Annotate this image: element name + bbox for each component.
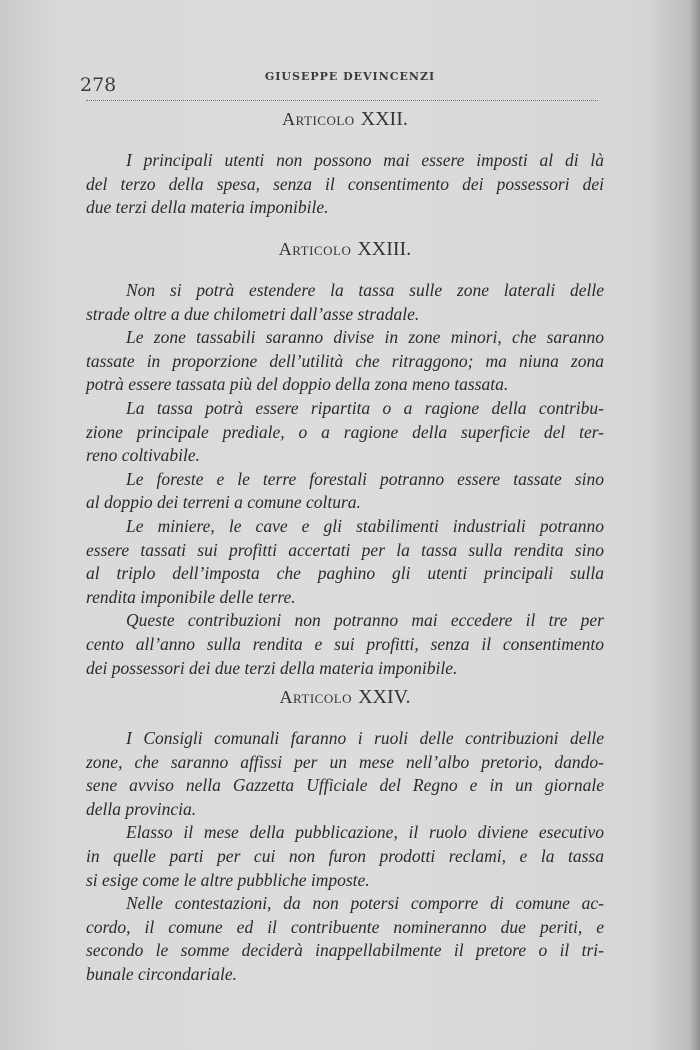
article-heading-numeral: XXIII. [357,238,412,260]
text-line: si esige come le altre pubbliche imposte. [86,869,370,890]
text-line: Non si potrà estendere la tassa sulle zone laterali delle [126,280,604,300]
text-line: zione principale prediale, o a ragione della superficie del ter- [86,421,604,442]
text-line: Le foreste e le terre forestali potranno essere tassate sino [126,468,604,489]
paragraph [86,149,604,220]
text-line: La tassa potrà essere ripartita o a ragione della contribu- [126,397,604,418]
text-line: zone, che saranno affissi per un mese nell’albo pretorio, dando- [86,751,604,772]
text-line: I Consigli comunali faranno i ruoli delle contribuzioni delle [126,728,604,748]
article-heading-prefix: Articolo [282,109,355,129]
text-line: essere tassati sui profitti accertati per la tassa sulla rendita sino [86,539,604,560]
paragraph [86,279,604,326]
text-line: bunale circondariale. [86,963,237,984]
paragraph [86,821,604,892]
text-line: I principali utenti non possono mai essere imposti al di là [126,150,604,170]
text-line: cordo, il comune ed il contribuente nomineranno due periti, e [86,916,604,937]
article-1 [86,108,604,220]
paragraph [86,609,604,680]
text-line: rendita imponibile delle terre. [86,586,296,607]
paragraph [86,515,604,609]
text-line: Le zone tassabili saranno divise in zone minori, che saranno [126,327,604,348]
article-3 [86,686,604,987]
paragraph [86,468,604,515]
text-line: sene avviso nella Gazzetta Ufficiale del Regno e in un giornale [86,775,604,796]
text-line: tassate in proporzione dell’utilità che ritraggono; ma niuna zona [86,350,604,371]
paragraph [86,326,604,397]
text-line: della provincia. [86,798,197,819]
article-heading [86,108,604,131]
text-line: Elasso il mese della pubblicazione, il ruolo diviene esecutivo [126,822,604,843]
text-line: Nelle contestazioni, da non potersi comporre di comune ac- [126,893,604,914]
paragraph [86,727,604,821]
text-line: Queste contribuzioni non potranno mai eccedere il tre per [126,610,604,631]
text-line: secondo le somme deciderà inappellabilmente il pretore o il tri- [86,940,604,961]
article-2 [86,238,604,680]
text-line: potrà essere tassata più del doppio della zona meno tassata. [86,374,509,395]
text-line: dei possessori dei due terzi della materia imponibile. [86,657,458,678]
running-title: GIUSEPPE DEVINCENZI [264,70,436,83]
text-line: cento all’anno sulla rendita e sui profitti, senza il consentimento [86,633,604,654]
text-line: del terzo della spesa, senza il consentimento dei possessori dei [86,173,604,194]
article-heading-numeral: XXIV. [358,686,411,708]
paragraph [86,892,604,986]
article-heading [86,686,604,709]
text-line: Le miniere, le cave e gli stabilimenti industriali potranno [126,515,604,536]
text-line: strade oltre a due chilometri dall’asse stradale. [86,303,420,324]
article-heading [86,238,604,261]
article-heading-prefix: Articolo [279,687,353,707]
paragraph [86,397,604,468]
text-line: al doppio dei terreni a comune coltura. [86,492,361,513]
text-line: reno coltivabile. [86,445,201,466]
header-rule [86,100,598,101]
article-heading-prefix: Articolo [278,239,352,259]
text-line: due terzi della materia imponibile. [86,197,329,218]
article-heading-numeral: XXII. [360,108,408,130]
text-line: in quelle parti per cui non furon prodotti reclami, e la tassa [86,845,604,866]
text-line: al triplo dell’imposta che paghino gli utenti principali sulla [86,563,604,584]
page-number: 278 [80,74,117,96]
